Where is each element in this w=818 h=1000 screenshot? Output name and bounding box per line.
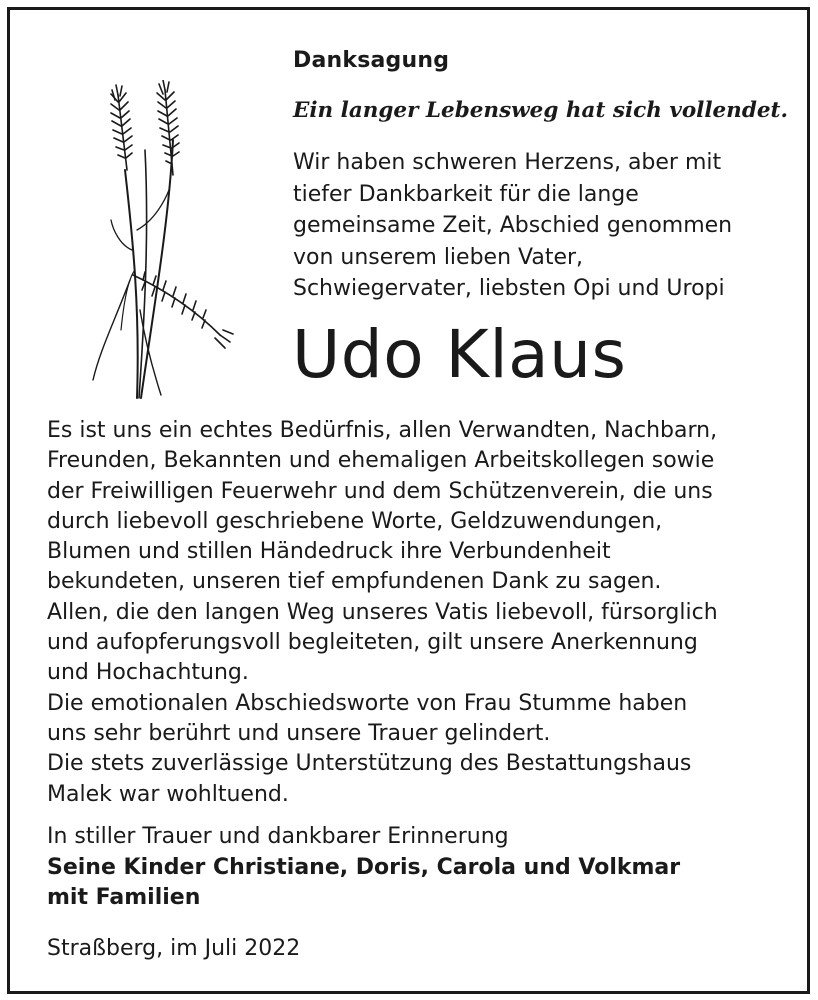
motto-text: Ein langer Lebensweg hat sich vollendet. bbox=[293, 98, 788, 123]
thanks-paragraph bbox=[47, 416, 797, 810]
signature-line: Seine Kinder Christiane, Doris, Carola und Volkmar bbox=[47, 854, 681, 880]
body-line: Die emotionalen Abschiedsworte von Frau Stumme haben bbox=[47, 690, 688, 716]
body-line: Die stets zuverlässige Unterstützung des Bestattungshaus bbox=[47, 751, 692, 777]
wheat-ears-icon bbox=[85, 80, 235, 400]
body-line: Allen, die den langen Weg unseres Vatis liebevoll, fürsorglich bbox=[47, 599, 718, 625]
body-line: der Freiwilligen Feuerwehr und dem Schützenverein, die uns bbox=[47, 478, 713, 504]
body-line: Blumen und stillen Händedruck ihre Verbundenheit bbox=[47, 539, 611, 565]
place-date: Straßberg, im Juli 2022 bbox=[47, 936, 301, 961]
body-line: Freunden, Bekannten und ehemaligen Arbeitskollegen sowie bbox=[47, 448, 715, 474]
intro-line: Schwiegervater, liebsten Opi und Uropi bbox=[293, 276, 725, 301]
notice-frame bbox=[7, 7, 810, 994]
intro-line: Wir haben schweren Herzens, aber mit bbox=[293, 150, 722, 175]
body-line: Malek war wohltuend. bbox=[47, 781, 289, 807]
notice-heading: Danksagung bbox=[293, 48, 450, 73]
body-line: und aufopferungsvoll begleiteten, gilt unsere Anerkennung bbox=[47, 630, 698, 656]
intro-line: von unserem lieben Vater, bbox=[293, 244, 584, 270]
body-line: und Hochachtung. bbox=[47, 660, 249, 686]
body-line: Es ist uns ein echtes Bedürfnis, allen Verwandten, Nachbarn, bbox=[47, 418, 718, 443]
signature-line: mit Familien bbox=[47, 885, 201, 910]
body-line: durch liebevoll geschriebene Worte, Geldzuwendungen, bbox=[47, 508, 663, 534]
intro-paragraph bbox=[293, 147, 793, 305]
intro-line: tiefer Dankbarkeit für die lange bbox=[293, 181, 639, 207]
body-line: bekundeten, unseren tief empfundenen Dank zu sagen. bbox=[47, 569, 662, 595]
intro-line: gemeinsame Zeit, Abschied genommen bbox=[293, 213, 733, 238]
body-line: uns sehr berührt und unsere Trauer gelindert. bbox=[47, 720, 551, 746]
closing-block bbox=[47, 822, 797, 914]
closing-line: In stiller Trauer und dankbarer Erinnerung bbox=[47, 824, 509, 849]
deceased-name: Udo Klaus bbox=[292, 316, 627, 393]
